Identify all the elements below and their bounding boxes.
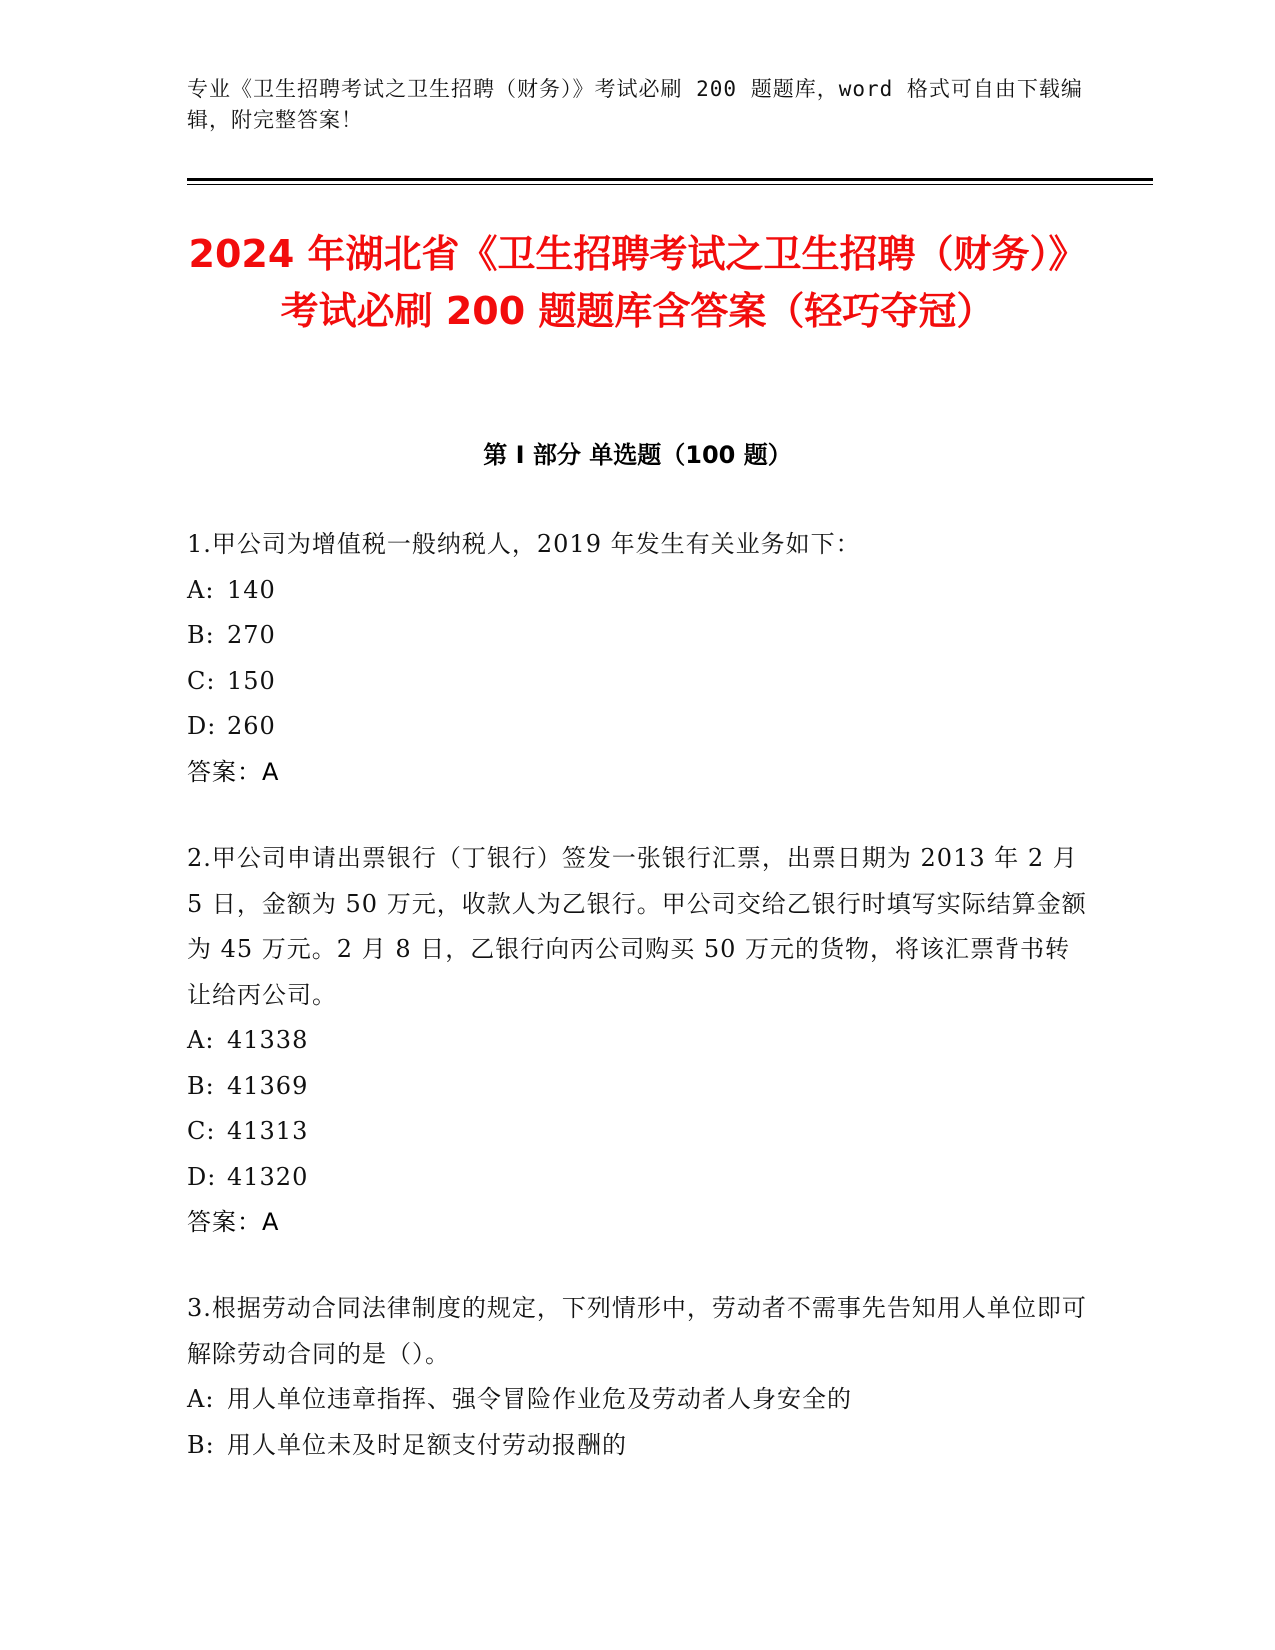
option-text: 140 xyxy=(227,575,276,604)
answer-line xyxy=(187,750,1087,796)
option-letter: D: xyxy=(187,712,217,740)
question-stem: 1.甲公司为增值税一般纳税人，2019 年发生有关业务如下： xyxy=(187,530,861,558)
option-a xyxy=(187,568,1087,614)
option-letter: B: xyxy=(187,1071,215,1100)
section-heading: 第 I 部分 单选题（100 题） xyxy=(483,441,792,469)
header-divider-thin xyxy=(187,184,1153,185)
option-b xyxy=(187,613,1087,659)
option-c xyxy=(187,1109,1087,1155)
option-letter: C: xyxy=(187,666,216,695)
header-note: 专业《卫生招聘考试之卫生招聘（财务）》考试必刷 200 题题库，word 格式可自由下载编辑，附完整答案！ xyxy=(187,77,1083,132)
option-letter: B: xyxy=(187,621,215,649)
question-2 xyxy=(187,836,1087,1246)
option-text: 260 xyxy=(227,712,276,740)
option-letter: B: xyxy=(187,1430,215,1459)
answer-line xyxy=(187,1200,1087,1246)
option-text: 270 xyxy=(227,621,276,649)
option-letter: A: xyxy=(187,1385,215,1413)
option-d xyxy=(187,704,1087,750)
option-letter: C: xyxy=(187,1117,216,1145)
option-d xyxy=(187,1155,1087,1201)
answer-value: A xyxy=(262,757,280,786)
option-text: 41320 xyxy=(227,1162,309,1191)
question-1 xyxy=(187,522,1087,795)
answer-label: 答案： xyxy=(187,1208,262,1236)
option-text: 用人单位违章指挥、强令冒险作业危及劳动者人身安全的 xyxy=(227,1385,852,1413)
question-3 xyxy=(187,1286,1087,1468)
document-title: 2024 年湖北省《卫生招聘考试之卫生招聘（财务）》考试必刷 200 题题库含答案（轻巧夺冠） xyxy=(188,232,1087,333)
header-divider xyxy=(187,178,1153,181)
option-letter: D: xyxy=(187,1162,217,1191)
option-b xyxy=(187,1423,1087,1469)
option-text: 用人单位未及时足额支付劳动报酬的 xyxy=(227,1430,627,1459)
option-text: 150 xyxy=(227,666,276,695)
question-stem: 2.甲公司申请出票银行（丁银行）签发一张银行汇票，出票日期为 2013 年 2 月 5 日，金额为 50 万元，收款人为乙银行。甲公司交给乙银行时填写实际结算金额为 45 万元。2 月 8 日，乙银行向丙公司购买 50 万元的货物，将该汇票背书转让给丙公司。 xyxy=(187,844,1087,1009)
answer-label: 答案： xyxy=(187,757,262,786)
option-text: 41338 xyxy=(227,1026,309,1054)
option-a xyxy=(187,1018,1087,1064)
answer-value: A xyxy=(262,1208,280,1236)
option-a xyxy=(187,1377,1087,1423)
question-stem: 3.根据劳动合同法律制度的规定，下列情形中，劳动者不需事先告知用人单位即可解除劳动合同的是（）。 xyxy=(187,1294,1087,1368)
option-c xyxy=(187,659,1087,705)
option-text: 41313 xyxy=(227,1117,309,1145)
option-letter: A: xyxy=(187,1026,215,1054)
option-b xyxy=(187,1064,1087,1110)
option-text: 41369 xyxy=(227,1071,309,1100)
option-letter: A: xyxy=(187,575,215,604)
